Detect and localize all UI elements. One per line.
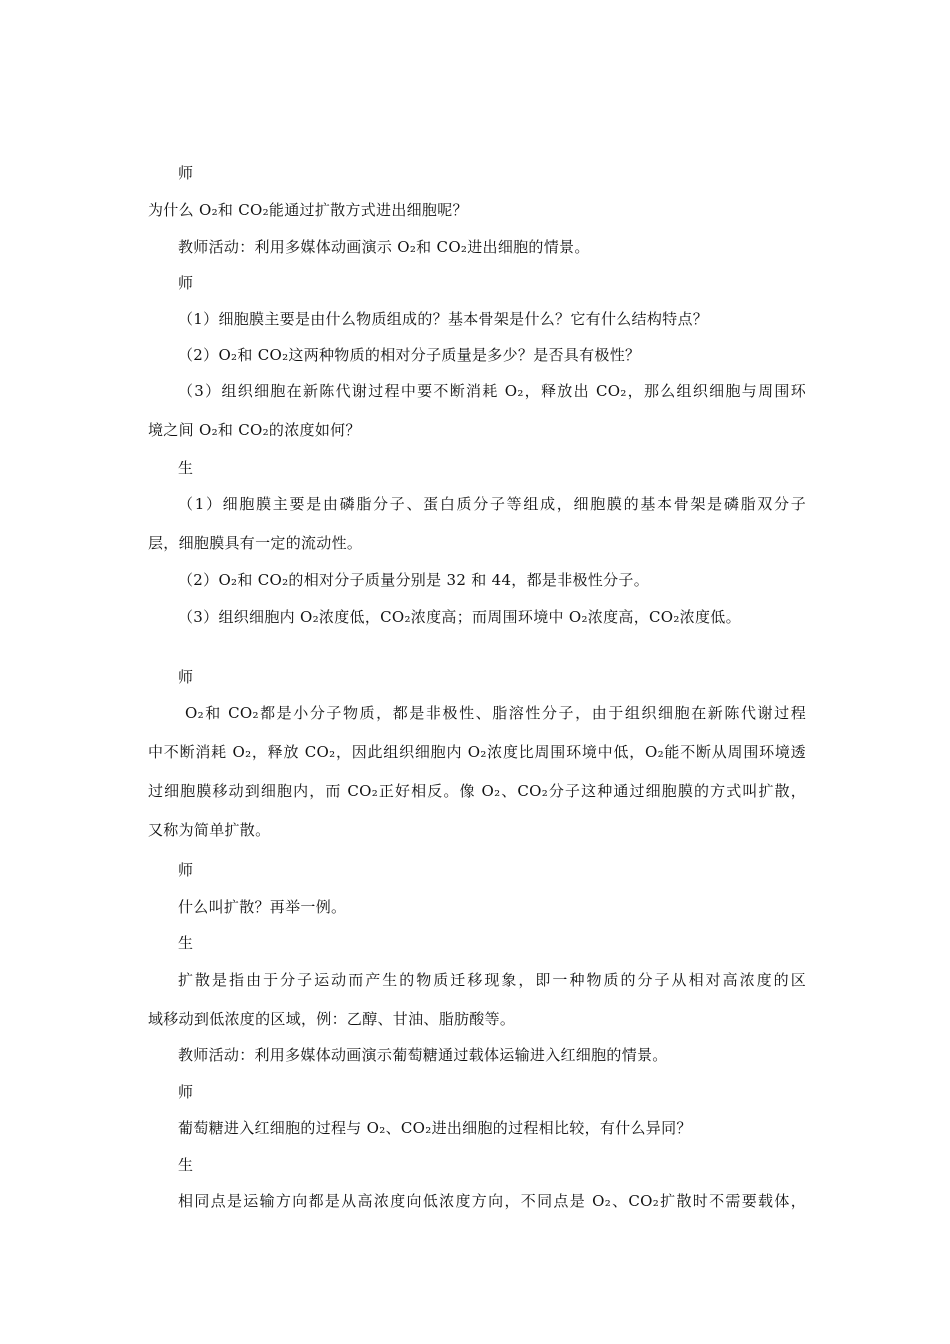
speaker-label: 师 xyxy=(178,1083,194,1101)
paragraph-line: （1）细胞膜主要是由什么物质组成的？基本骨架是什么？它有什么结构特点？ xyxy=(178,310,709,328)
paragraph-line: （1）细胞膜主要是由磷脂分子、蛋白质分子等组成，细胞膜的基本骨架是磷脂双分子 xyxy=(178,495,806,513)
paragraph-line: （2）O₂和 CO₂的相对分子质量分别是 32 和 44，都是非极性分子。 xyxy=(178,571,649,589)
paragraph-line: （2）O₂和 CO₂这两种物质的相对分子质量是多少？是否具有极性？ xyxy=(178,346,641,364)
paragraph-line: 中不断消耗 O₂，释放 CO₂，因此组织细胞内 O₂浓度比周围环境中低，O₂能不断从周围环境透 xyxy=(148,743,806,761)
paragraph-line: 境之间 O₂和 CO₂的浓度如何？ xyxy=(148,421,361,439)
speaker-label: 生 xyxy=(178,459,194,477)
paragraph-line: O₂和 CO₂都是小分子物质，都是非极性、脂溶性分子，由于组织细胞在新陈代谢过程 xyxy=(185,704,806,722)
speaker-label: 师 xyxy=(178,861,194,879)
paragraph-line: 层，细胞膜具有一定的流动性。 xyxy=(148,534,363,552)
paragraph-line: 教师活动：利用多媒体动画演示 O₂和 CO₂进出细胞的情景。 xyxy=(178,238,590,256)
paragraph-line: 什么叫扩散？再举一例。 xyxy=(178,898,347,916)
paragraph-line: 教师活动：利用多媒体动画演示葡萄糖通过载体运输进入红细胞的情景。 xyxy=(178,1046,668,1064)
paragraph-line: 域移动到低浓度的区域，例：乙醇、甘油、脂肪酸等。 xyxy=(148,1010,516,1028)
paragraph-line: （3）组织细胞在新陈代谢过程中要不断消耗 O₂，释放出 CO₂，那么组织细胞与周围环 xyxy=(178,382,806,400)
paragraph-line: 又称为简单扩散。 xyxy=(148,821,271,839)
paragraph-line: 扩散是指由于分子运动而产生的物质迁移现象，即一种物质的分子从相对高浓度的区 xyxy=(178,971,806,989)
speaker-label: 生 xyxy=(178,1156,194,1174)
paragraph-line: 相同点是运输方向都是从高浓度向低浓度方向，不同点是 O₂、CO₂扩散时不需要载体， xyxy=(178,1192,806,1210)
paragraph-line: 过细胞膜移动到细胞内，而 CO₂正好相反。像 O₂、CO₂分子这种通过细胞膜的方式叫扩散， xyxy=(148,782,806,800)
paragraph-line: 为什么 O₂和 CO₂能通过扩散方式进出细胞呢？ xyxy=(148,201,468,219)
speaker-label: 师 xyxy=(178,274,194,292)
speaker-label: 生 xyxy=(178,934,194,952)
speaker-label: 师 xyxy=(178,668,194,686)
speaker-label: 师 xyxy=(178,164,194,182)
paragraph-line: （3）组织细胞内 O₂浓度低，CO₂浓度高；而周围环境中 O₂浓度高，CO₂浓度低。 xyxy=(178,608,741,626)
paragraph-line: 葡萄糖进入红细胞的过程与 O₂、CO₂进出细胞的过程相比较，有什么异同？ xyxy=(178,1119,692,1137)
